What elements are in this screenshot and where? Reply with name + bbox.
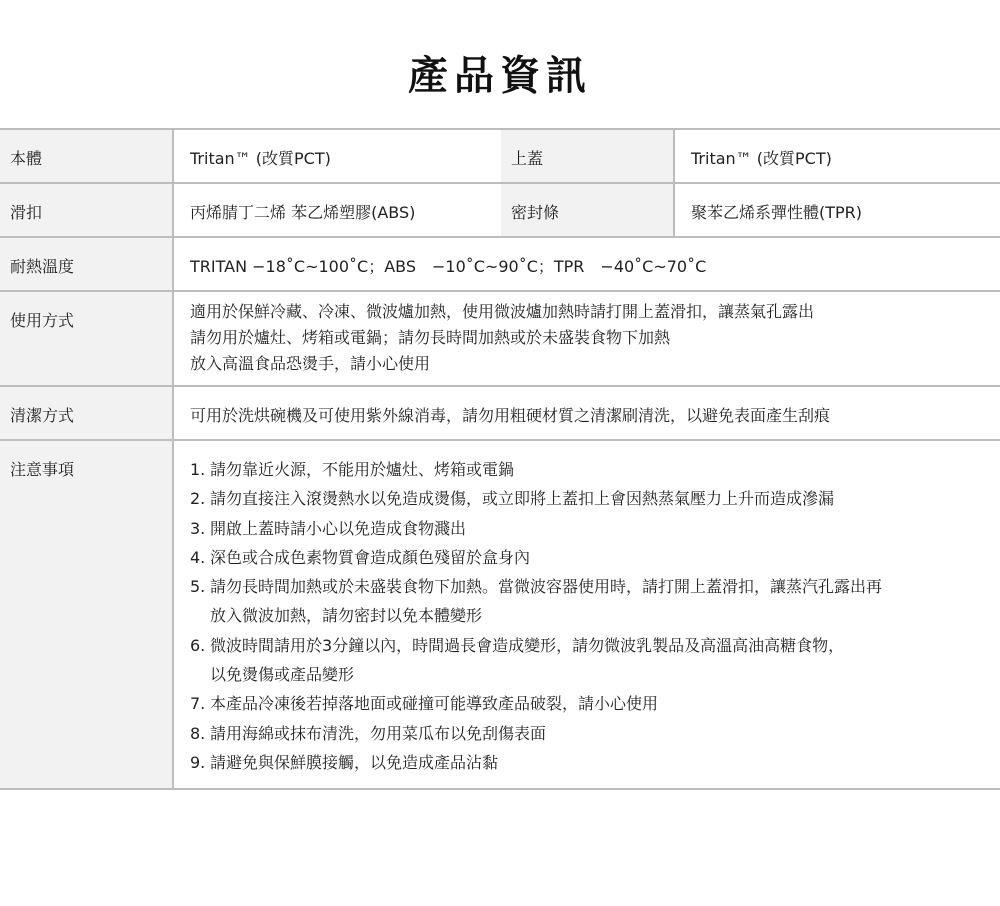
item-text: 請勿直接注入滾燙熱水以免造成燙傷，或立即將上蓋扣上會因熱蒸氣壓力上升而造成滲漏 [210,489,835,509]
cleaning-value: 可用於洗烘碗機及可使用紫外線消毒，請勿用粗硬材質之清潔刷清洗，以避免表面產生刮痕 [173,386,1000,440]
item-text: 本產品冷凍後若掉落地面或碰撞可能導致產品破裂，請小心使用 [210,694,659,714]
item-number: 8. [190,723,206,743]
item-text: 請避免與保鮮膜接觸，以免造成產品沾黏 [210,752,499,772]
usage-label: 使用方式 [0,291,173,386]
table-row [0,183,1000,237]
list-item [190,719,1000,748]
page-title: 產品資訊 [408,53,592,99]
item-number: 1. [190,460,206,479]
lid-label: 上蓋 [501,129,674,183]
table-row [0,129,1000,183]
item-text: 請勿靠近火源，不能用於爐灶、烤箱或電鍋 [210,460,515,479]
lid-value: Tritan™ (改質PCT) [674,129,1000,183]
list-item [190,514,1000,543]
item-number: 4. [190,547,206,567]
usage-value [173,291,1000,386]
item-number: 6. [190,635,206,655]
notes-label: 注意事項 [0,440,173,789]
table-row [0,386,1000,440]
list-item [190,631,1000,690]
table-row [0,440,1000,789]
cleaning-label: 清潔方式 [0,386,173,440]
item-text: 開啟上蓋時請小心以免造成食物濺出 [210,518,467,538]
notes-value [173,440,1000,789]
item-text: 請用海綿或抹布清洗，勿用菜瓜布以免刮傷表面 [210,723,547,743]
usage-line: 請勿用於爐灶、烤箱或電鍋；請勿長時間加熱或於未盛裝食物下加熱 [190,328,671,347]
table-row [0,291,1000,386]
list-item [190,455,1000,484]
seal-label: 密封條 [501,183,674,237]
item-number: 9. [190,752,206,772]
item-number: 7. [190,694,206,714]
item-text-continued: 以免燙傷或產品變形 [210,665,355,685]
list-item [190,689,1000,718]
item-text: 請勿長時間加熱或於未盛裝食物下加熱。當微波容器使用時，請打開上蓋滑扣，讓蒸汽孔露出再 [210,577,883,597]
notes-list [190,455,1000,777]
item-text: 深色或合成色素物質會造成顏色殘留於盒身內 [210,547,531,567]
heat-label: 耐熱溫度 [0,237,173,291]
item-number: 2. [190,489,206,509]
body-value: Tritan™ (改質PCT) [173,129,501,183]
clip-value: 丙烯腈丁二烯 苯乙烯塑膠(ABS) [173,183,501,237]
item-text: 微波時間請用於3分鐘以內，時間過長會造成變形，請勿微波乳製品及高溫高油高糖食物， [210,635,845,655]
item-number: 3. [190,518,206,538]
clip-label: 滑扣 [0,183,173,237]
heat-value: TRITAN −18˚C~100˚C；ABS −10˚C~90˚C；TPR −40˚C~70˚C [173,237,1000,291]
list-item [190,748,1000,777]
usage-line: 適用於保鮮冷藏、冷凍、微波爐加熱，使用微波爐加熱時請打開上蓋滑扣，讓蒸氣孔露出 [190,302,815,321]
list-item [190,484,1000,513]
seal-value: 聚苯乙烯系彈性體(TPR) [674,183,1000,237]
table-row [0,237,1000,291]
list-item [190,572,1000,631]
list-item [190,543,1000,572]
usage-line: 放入高溫食品恐燙手，請小心使用 [190,354,431,373]
item-text-continued: 放入微波加熱，請勿密封以免本體變形 [210,606,483,626]
body-label: 本體 [0,129,173,183]
item-number: 5. [190,577,206,597]
product-info-table [0,128,1000,790]
